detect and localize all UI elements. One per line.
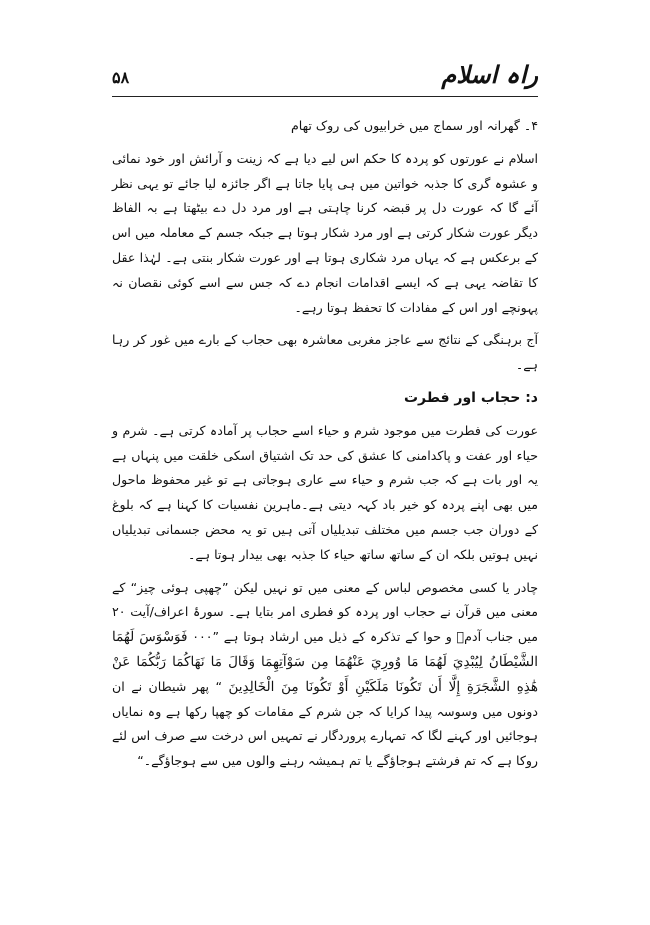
page-header [112,58,538,94]
book-title: راہ اسلام [441,60,538,89]
page-number: ۵۸ [112,68,130,87]
section-heading: د: حجاب اور فطرت [403,389,538,406]
paragraph-2: آج برہنگی کے نتائج سے عاجز مغربی معاشرہ بھی حجاب کے بارے میں غور کر رہا ہے۔ [112,332,538,373]
paragraph-3: عورت کی فطرت میں موجود شرم و حیاء اسے حجاب پر آمادہ کرتی ہے۔ شرم و حیاء اور عفت و پاکدامنی کا عشق کی حد تک اشتیاق اسکی خلقت میں پنہاں ہے یہ اور بات ہے کہ جب شرم و حیاء سے عاری ہوجاتی ہے تو غیر محفوظ ماحول میں بھی اپنے پردہ کو خیر باد کہہ دیتی ہے۔ماہرین نفسیات کا کہنا ہے کہ بلوغ کے دوران جب جسم میں مختلف تبدیلیاں آتی ہیں تو یہ محض جسمانی تبدیلیاں نہیں ہوتیں بلکہ ان کے ساتھ ساتھ حیاء کا جذبہ بھی بیدار ہوتا ہے۔ [112,422,538,562]
paragraph-4 [112,576,538,774]
paragraph-4-translation: “ پھر شیطان نے ان دونوں میں وسوسہ پیدا کرایا کہ جن شرم کے مقامات کو چھپا رکھا ہے وہ نمایاں ہوجائیں اور کہنے لگا کہ تمہارے پروردگار نے تمہیں اس درخت سے صرف اس لئے روکا ہے کہ تم فرشتے ہوجاؤگے یا تم ہمیشہ رہنے والوں میں سے ہوجاؤگے۔“ [112,678,538,769]
paragraph-4-intro: چادر یا کسی مخصوص لباس کے معنی میں تو نہیں لیکن ”چھپی ہوئی چیز“ کے معنی میں قرآن نے حجاب اور پردہ کو فطری امر بتایا ہے۔ سورۂ اعراف/آیت ۲۰ میں جناب آدمؑ و حوا کے تذکرہ کے ذیل میں ارشاد ہوتا ہے ”۰۰۰ [112,579,538,645]
item-title: ۴۔ گھرانہ اور سماج میں خرابیوں کی روک تھام [290,118,538,133]
header-rule [112,96,538,97]
quran-verse: فَوَسْوَسَ لَهُمَا الشَّيْطَانُ لِيُبْدِيَ لَهُمَا مَا وُورِيَ عَنْهُمَا مِن سَوْآتِهِمَا وَقَالَ مَا نَهَاكُمَا رَبُّكُمَا عَنْ هَٰذِهِ الشَّجَرَةِ إِلَّا أَن تَكُونَا مَلَكَيْنِ أَوْ تَكُونَا مِنَ الْخَالِدِينَ [112,629,538,695]
paragraph-1: اسلام نے عورتوں کو پردہ کا حکم اس لیے دیا ہے کہ زینت و آرائش اور خود نمائی و عشوہ گری کا جذبہ خواتین میں ہی پایا جاتا ہے اگر جائزہ لیا جائے تو یہی نظر آئے گا کہ عورت دل پر قبضہ کرنا چاہتی ہے اور مرد دل دے بیٹھتا ہے بہ الفاظ دیگر عورت شکار کرتی ہے اور مرد شکار ہوتا ہے جبکہ جسم کے معاملہ میں اس کے برعکس ہے کہ یہاں مرد شکاری ہوتا ہے اور عورت شکار بنتی ہے۔ لہٰذا عقل کا تقاضہ یہی ہے کہ ایسے اقدامات انجام دے کہ جس سے اسے کوئی نقصان نہ پہونچے اور اس کے مفادات کا تحفظ ہوتا رہے۔ [112,150,538,315]
page-body [112,114,538,782]
